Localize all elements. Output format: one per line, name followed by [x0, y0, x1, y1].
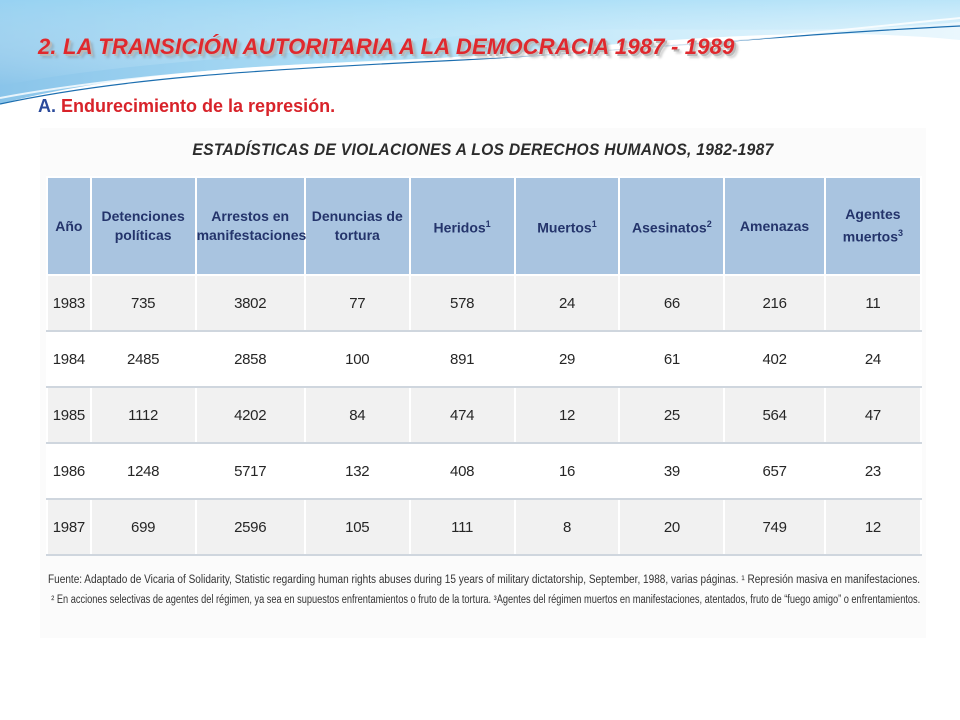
table-cell: 735: [91, 275, 196, 331]
table-row: [47, 443, 921, 499]
table-row: [47, 499, 921, 555]
table-cell: 408: [410, 443, 515, 499]
table-cell: 11: [825, 275, 921, 331]
table-cell: 12: [515, 387, 620, 443]
col-header-ano: Año: [47, 177, 91, 275]
table-cell: 61: [619, 331, 724, 387]
table-cell: 1986: [47, 443, 91, 499]
table-cell: 132: [305, 443, 410, 499]
table-cell: 699: [91, 499, 196, 555]
table-cell: 29: [515, 331, 620, 387]
table-cell: 1983: [47, 275, 91, 331]
table-cell: 564: [724, 387, 825, 443]
footnote-definitions: ² En acciones selectivas de agentes del régimen, ya sea en supuestos enfrentamientos o fruto de la tortura. ³Agentes del régimen muertos en manifestaciones, atentados, fruto de “fuego amigo” o enfrentamientos.: [51, 594, 921, 606]
table-cell: 1987: [47, 499, 91, 555]
table-cell: 749: [724, 499, 825, 555]
table-cell: 47: [825, 387, 921, 443]
col-header-amenazas: Amenazas: [724, 177, 825, 275]
table-cell: 39: [619, 443, 724, 499]
table-cell: 77: [305, 275, 410, 331]
table-cell: 657: [724, 443, 825, 499]
table-row: [47, 387, 921, 443]
subtitle: [38, 96, 335, 117]
col-header-asesinatos: Asesinatos$^2$: [619, 177, 724, 275]
footnote-source: Fuente: Adaptado de Vicaria of Solidarity, Statistic regarding human rights abuses during 15 years of military dictatorship, September, 1988, varias páginas. ¹ Represión masiva en manifestaciones.: [48, 574, 921, 586]
table-cell: 474: [410, 387, 515, 443]
slide-title: 2. LA TRANSICIÓN AUTORITARIA A LA DEMOCRACIA 1987 - 1989: [38, 34, 735, 59]
table-cell: 8: [515, 499, 620, 555]
table-cell: 84: [305, 387, 410, 443]
table-cell: 578: [410, 275, 515, 331]
table-cell: 1112: [91, 387, 196, 443]
table-cell: 25: [619, 387, 724, 443]
table-cell: 111: [410, 499, 515, 555]
subtitle-letter: A.: [38, 96, 56, 116]
subtitle-text: Endurecimiento de la represión.: [61, 96, 336, 116]
table-cell: 20: [619, 499, 724, 555]
table-cell: 2858: [196, 331, 305, 387]
table-cell: 402: [724, 331, 825, 387]
table-cell: 1984: [47, 331, 91, 387]
table-cell: 12: [825, 499, 921, 555]
statistics-figure: [40, 128, 926, 638]
col-header-agentes: Agentes muertos$^3$: [825, 177, 921, 275]
table-cell: 24: [515, 275, 620, 331]
table-cell: 216: [724, 275, 825, 331]
col-header-muertos: Muertos$^1$: [515, 177, 620, 275]
table-cell: 891: [410, 331, 515, 387]
table-cell: 2596: [196, 499, 305, 555]
table-cell: 2485: [91, 331, 196, 387]
table-cell: 100: [305, 331, 410, 387]
table-cell: 24: [825, 331, 921, 387]
table-heading: ESTADÍSTICAS DE VIOLACIONES A LOS DERECHOS HUMANOS, 1982-1987: [192, 140, 774, 159]
table-cell: 1985: [47, 387, 91, 443]
table-cell: 5717: [196, 443, 305, 499]
table-cell: 66: [619, 275, 724, 331]
col-header-arrestos: Arrestos en manifestaciones: [196, 177, 305, 275]
table-cell: 1248: [91, 443, 196, 499]
table-row: [47, 275, 921, 331]
col-header-detenciones: Detenciones políticas: [91, 177, 196, 275]
table-cell: 3802: [196, 275, 305, 331]
col-header-denuncias: Denuncias de tortura: [305, 177, 410, 275]
table-header-row: [47, 177, 921, 275]
table-cell: 105: [305, 499, 410, 555]
table-footnote: [48, 570, 924, 610]
col-header-heridos: Heridos$^1$: [410, 177, 515, 275]
table-cell: 16: [515, 443, 620, 499]
statistics-table: [46, 176, 922, 556]
table-cell: 4202: [196, 387, 305, 443]
table-cell: 23: [825, 443, 921, 499]
table-row: [47, 331, 921, 387]
